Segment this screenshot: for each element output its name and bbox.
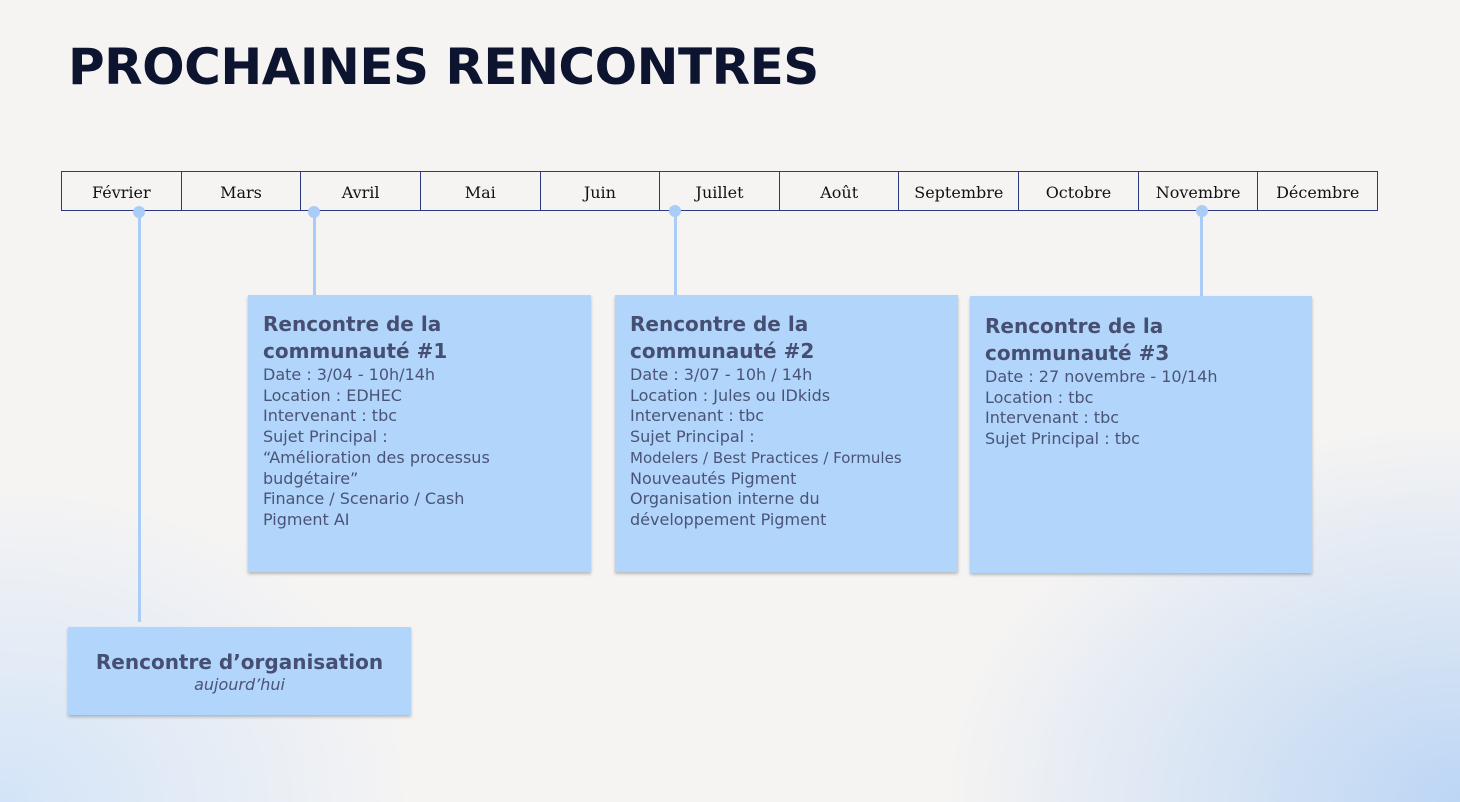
meeting-topic-line: développement Pigment: [630, 509, 827, 529]
meeting-speaker: Intervenant : tbc: [263, 406, 398, 426]
organisation-subtitle: aujourd’hui: [194, 675, 285, 694]
month-fevrier: Février: [62, 172, 182, 210]
meeting-topic-line: Pigment AI: [263, 509, 350, 529]
meeting-date: Date : 3/04 - 10h/14h: [263, 365, 436, 384]
meeting-title-line-1: Rencontre de la: [263, 312, 442, 336]
meeting-topic-label: Sujet Principal :: [630, 427, 755, 447]
meeting-title-line-2: communauté #3: [985, 341, 1170, 365]
meeting-topic-line: “Amélioration des processus: [263, 447, 490, 467]
meeting-date: Date : 3/07 - 10h / 14h: [630, 365, 813, 384]
month-decembre: Décembre: [1276, 182, 1360, 202]
connector-organisation: [138, 211, 141, 622]
month-novembre: Novembre: [1139, 172, 1259, 210]
meeting-topic-label: Sujet Principal : tbc: [985, 429, 1140, 449]
month-mars: Mars: [182, 172, 302, 210]
meeting-speaker: Intervenant : tbc: [630, 406, 765, 426]
connector-meeting-3: [1200, 211, 1203, 297]
month-septembre: Septembre: [899, 172, 1019, 210]
month-aout: Août: [780, 172, 900, 210]
meeting-topic-label: Sujet Principal :: [263, 427, 388, 447]
month-timeline: [61, 171, 1378, 211]
meeting-topic-line: Nouveautés Pigment: [630, 468, 797, 488]
connector-dot-meeting-3: [1196, 205, 1208, 217]
meeting-topic-line: Finance / Scenario / Cash: [263, 489, 465, 509]
meeting-date: Date : 27 novembre - 10/14h: [985, 367, 1218, 386]
meeting-title-line-2: communauté #2: [630, 339, 815, 363]
meeting-speaker: Intervenant : tbc: [985, 408, 1120, 428]
meeting-card-3: [970, 296, 1312, 573]
page-title: PROCHAINES RENCONTRES: [68, 38, 819, 96]
connector-dot-organisation: [133, 206, 145, 218]
month-mai: Mai: [421, 172, 541, 210]
meeting-location: Location : Jules ou IDkids: [630, 385, 831, 405]
meeting-topic-line: Organisation interne du: [630, 489, 820, 509]
month-octobre: Octobre: [1019, 172, 1139, 210]
month-juin: Juin: [541, 172, 661, 210]
meeting-title-line-1: Rencontre de la: [985, 314, 1164, 338]
connector-dot-meeting-2: [669, 205, 681, 217]
connector-meeting-1: [313, 211, 316, 296]
meeting-topic-line: budgétaire”: [263, 468, 359, 488]
meeting-location: Location : EDHEC: [263, 385, 402, 405]
meeting-topic-line: Modelers / Best Practices / Formules: [630, 448, 902, 467]
organisation-card: [68, 627, 411, 715]
connector-dot-meeting-1: [308, 206, 320, 218]
connector-meeting-2: [674, 211, 677, 296]
meeting-card-2: [615, 295, 958, 572]
meeting-card-1: [248, 295, 591, 572]
month-juillet: Juillet: [660, 172, 780, 210]
meeting-title-line-1: Rencontre de la: [630, 312, 809, 336]
meeting-title-line-2: communauté #1: [263, 339, 448, 363]
month-avril: Avril: [301, 172, 421, 210]
organisation-title: Rencontre d’organisation: [95, 650, 384, 674]
meeting-location: Location : tbc: [985, 387, 1094, 407]
